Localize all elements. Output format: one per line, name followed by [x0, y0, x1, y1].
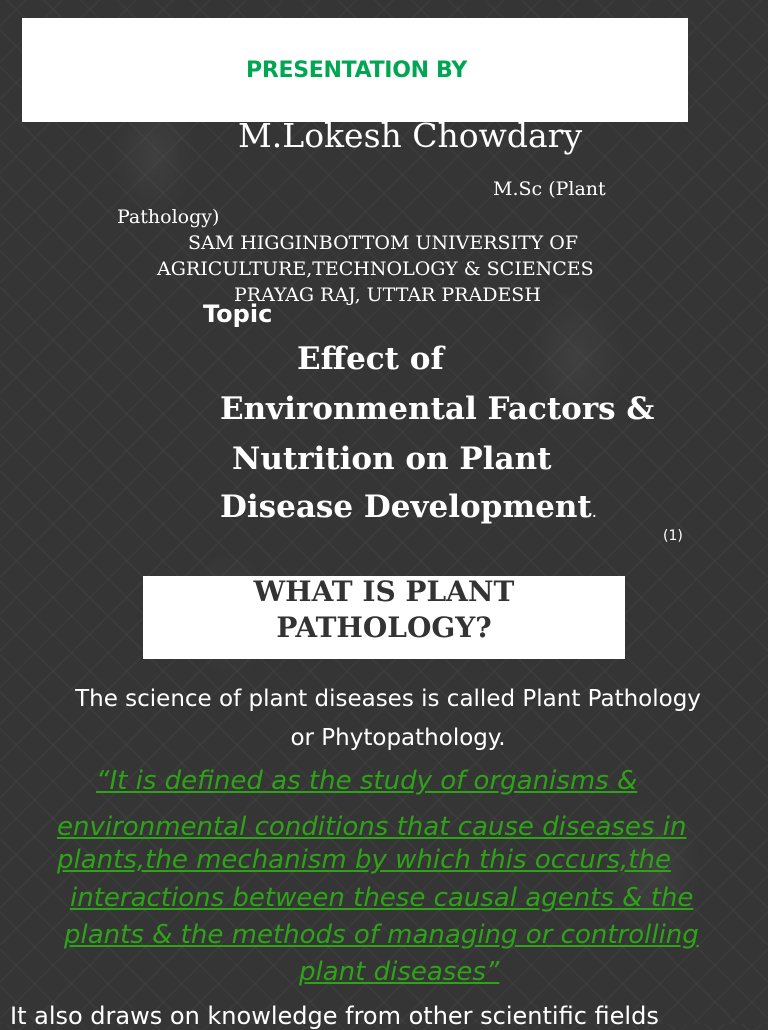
quote-line-5: plants & the methods of managing or controlling	[64, 920, 699, 950]
section-heading-line-2: PATHOLOGY?	[276, 611, 492, 644]
university-line-1: SAM HIGGINBOTTOM UNIVERSITY OF	[188, 232, 579, 254]
definition-line-2: or Phytopathology.	[290, 725, 506, 751]
topic-title-line-4	[220, 489, 597, 525]
quote-line-2: environmental conditions that cause diseases in	[57, 812, 687, 842]
topic-label: Topic	[203, 300, 273, 328]
topic-title-line-4-text: Disease Development	[220, 489, 592, 525]
quote-line-6: plant diseases”	[299, 957, 500, 987]
degree-line-1: M.Sc (Plant	[493, 178, 606, 200]
degree-line-2: Pathology)	[117, 206, 220, 228]
quote-line-4: interactions between these causal agents & the	[70, 883, 694, 913]
university-line-2: AGRICULTURE,TECHNOLOGY & SCIENCES	[157, 258, 594, 280]
topic-title-line-1: Effect of	[297, 341, 444, 377]
trailing-text-line: It also draws on knowledge from other scientific fields	[10, 1002, 659, 1030]
reference-number: (1)	[663, 528, 683, 544]
definition-line-1: The science of plant diseases is called Plant Pathology	[75, 686, 701, 712]
section-heading-line-1: WHAT IS PLANT	[253, 575, 515, 608]
topic-title-line-3: Nutrition on Plant	[232, 441, 552, 477]
quote-line-3: plants,the mechanism by which this occurs,the	[57, 845, 671, 875]
topic-title-line-2: Environmental Factors &	[220, 391, 655, 427]
topic-title-period: .	[591, 502, 597, 521]
quote-line-1: “It is defined as the study of organisms &	[96, 766, 638, 796]
university-line-3: PRAYAG RAJ, UTTAR PRADESH	[234, 284, 541, 306]
presenter-name: M.Lokesh Chowdary	[238, 116, 583, 155]
presentation-by-label: PRESENTATION BY	[246, 58, 467, 83]
